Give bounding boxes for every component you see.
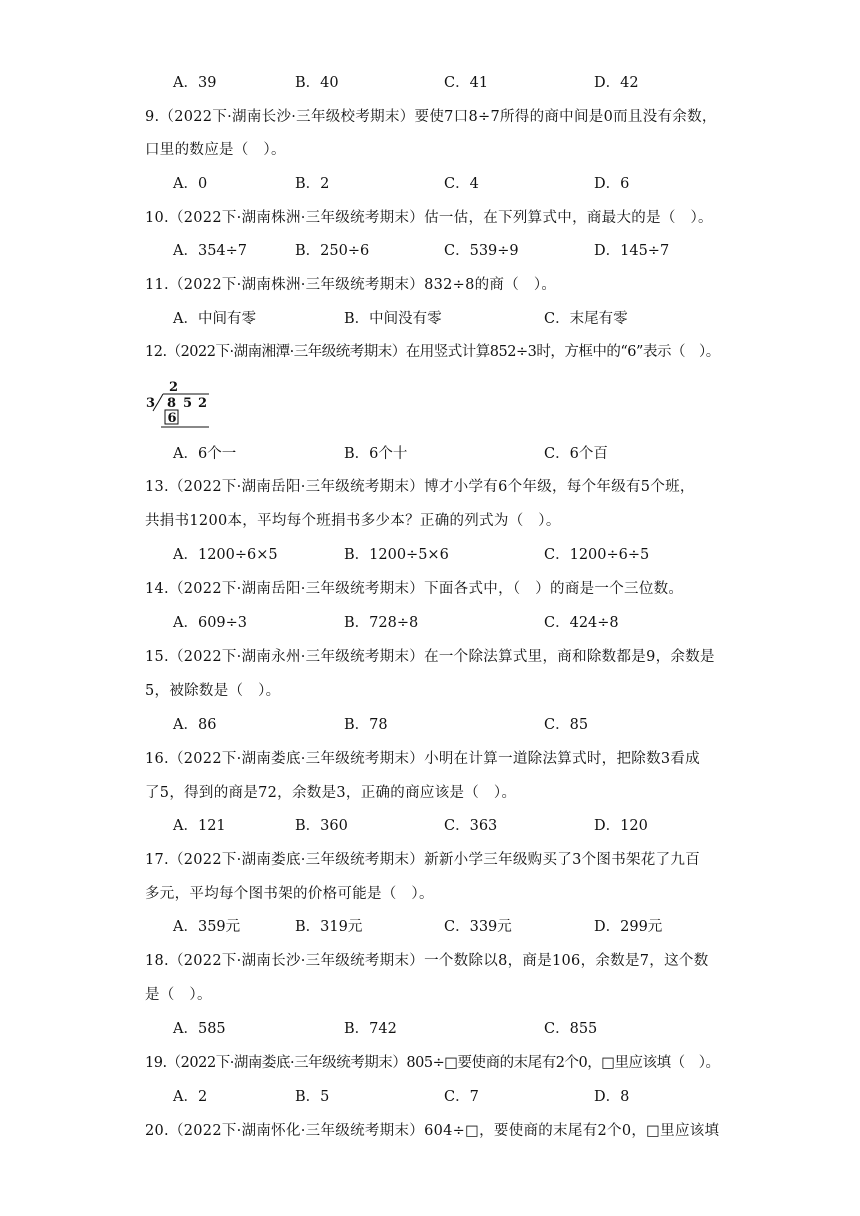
q12-options [0, 444, 860, 464]
option-c: C．末尾有零 [544, 311, 628, 327]
option-a: A．359元 [173, 919, 241, 935]
option-b: B．2 [295, 176, 330, 192]
option-a: A．0 [173, 176, 208, 192]
option-b: B．319元 [295, 919, 363, 935]
q19-options [0, 1087, 860, 1107]
q17-stem-line2: 多元，平均每个图书架的价格可能是（ ）。 [145, 886, 434, 902]
option-c: C．6个百 [544, 446, 608, 462]
q19-stem-line1: 19.（2022下·湖南娄底·三年级统考期末）805÷□要使商的末尾有2个0，□里应该填（ ）。 [145, 1055, 720, 1071]
q18-stem-line1: 18.（2022下·湖南长沙·三年级统考期末）一个数除以8，商是106，余数是7，这个数 [145, 953, 709, 969]
q17-stem-line1: 17.（2022下·湖南娄底·三年级统考期末）新新小学三年级购买了3个图书架花了九百 [145, 852, 701, 868]
long-division-figure [145, 379, 215, 431]
dividend-digit-3: 2 [198, 396, 208, 411]
q16-stem-line1: 16.（2022下·湖南娄底·三年级统考期末）小明在计算一道除法算式时，把除数3看成 [145, 751, 701, 767]
boxed-digit: 6 [167, 411, 177, 426]
option-d: D．120 [594, 818, 648, 834]
q12-stem-line1: 12.（2022下·湖南湘潭·三年级统考期末）在用竖式计算852÷3时，方框中的“6”表示（ ）。 [145, 344, 720, 360]
option-c: C．855 [544, 1021, 598, 1037]
option-b: B．360 [295, 818, 348, 834]
option-d: D．6 [594, 176, 630, 192]
q18-options [0, 1019, 860, 1039]
option-a: A．39 [173, 75, 217, 91]
q18-stem-line2: 是（ ）。 [145, 987, 212, 1003]
dividend-digit-2: 5 [183, 396, 193, 411]
option-b: B．40 [295, 75, 339, 91]
q8-options [0, 73, 860, 93]
option-b: B．1200÷5×6 [344, 547, 449, 563]
q15-stem-line2: 5，被除数是（ ）。 [145, 683, 281, 699]
quotient-digit: 2 [169, 380, 179, 395]
q16-options [0, 816, 860, 836]
option-c: C．424÷8 [544, 615, 619, 631]
q15-stem-line1: 15.（2022下·湖南永州·三年级统考期末）在一个除法算式里，商和除数都是9，余数是 [145, 649, 715, 665]
option-c: C．7 [444, 1089, 479, 1105]
option-c: C．41 [444, 75, 489, 91]
option-c: C．339元 [444, 919, 512, 935]
option-a: A．585 [173, 1021, 226, 1037]
q13-options [0, 545, 860, 565]
q13-stem-line1: 13.（2022下·湖南岳阳·三年级统考期末）博才小学有6个年级，每个年级有5个班， [145, 479, 695, 495]
q9-options [0, 174, 860, 194]
option-d: D．8 [594, 1089, 630, 1105]
option-b: B．6个十 [344, 446, 408, 462]
option-b: B．742 [344, 1021, 397, 1037]
dividend-digit-1: 8 [167, 396, 177, 411]
option-b: B．250÷6 [295, 243, 370, 259]
option-c: C．539÷9 [444, 243, 519, 259]
q11-stem-line1: 11.（2022下·湖南株洲·三年级统考期末）832÷8的商（ ）。 [145, 277, 557, 293]
q15-options [0, 715, 860, 735]
divisor-digit: 3 [146, 396, 156, 411]
q17-options [0, 917, 860, 937]
option-b: B．78 [344, 717, 388, 733]
option-c: C．1200÷6÷5 [544, 547, 650, 563]
option-a: A．354÷7 [173, 243, 248, 259]
option-d: D．299元 [594, 919, 663, 935]
q10-stem-line1: 10.（2022下·湖南株洲·三年级统考期末）估一估，在下列算式中，商最大的是（ ）。 [145, 210, 713, 226]
option-c: C．4 [444, 176, 479, 192]
option-d: D．145÷7 [594, 243, 670, 259]
q10-options [0, 241, 860, 261]
option-a: A．121 [173, 818, 226, 834]
option-d: D．42 [594, 75, 639, 91]
option-b: B．728÷8 [344, 615, 419, 631]
q14-options [0, 613, 860, 633]
option-a: A．609÷3 [173, 615, 248, 631]
q14-stem-line1: 14.（2022下·湖南岳阳·三年级统考期末）下面各式中，（ ）的商是一个三位数。 [145, 581, 684, 597]
option-a: A．1200÷6×5 [173, 547, 278, 563]
option-a: A．中间有零 [173, 311, 256, 327]
option-a: A．86 [173, 717, 217, 733]
option-b: B．中间没有零 [344, 311, 442, 327]
option-c: C．363 [444, 818, 498, 834]
option-c: C．85 [544, 717, 589, 733]
q9-stem-line1: 9.（2022下·湖南长沙·三年级校考期末）要使7口8÷7所得的商中间是0而且没有余数， [145, 109, 717, 125]
option-a: A．2 [173, 1089, 208, 1105]
q13-stem-line2: 共捐书1200本，平均每个班捐书多少本？正确的列式为（ ）。 [145, 513, 561, 529]
q16-stem-line2: 了5，得到的商是72，余数是3，正确的商应该是（ ）。 [145, 785, 517, 801]
option-a: A．6个一 [173, 446, 237, 462]
q20-stem-line1: 20.（2022下·湖南怀化·三年级统考期末）604÷□，要使商的末尾有2个0，□里应该填 [145, 1123, 720, 1139]
q9-stem-line2: 口里的数应是（ ）。 [145, 142, 286, 158]
option-b: B．5 [295, 1089, 330, 1105]
q11-options [0, 309, 860, 329]
